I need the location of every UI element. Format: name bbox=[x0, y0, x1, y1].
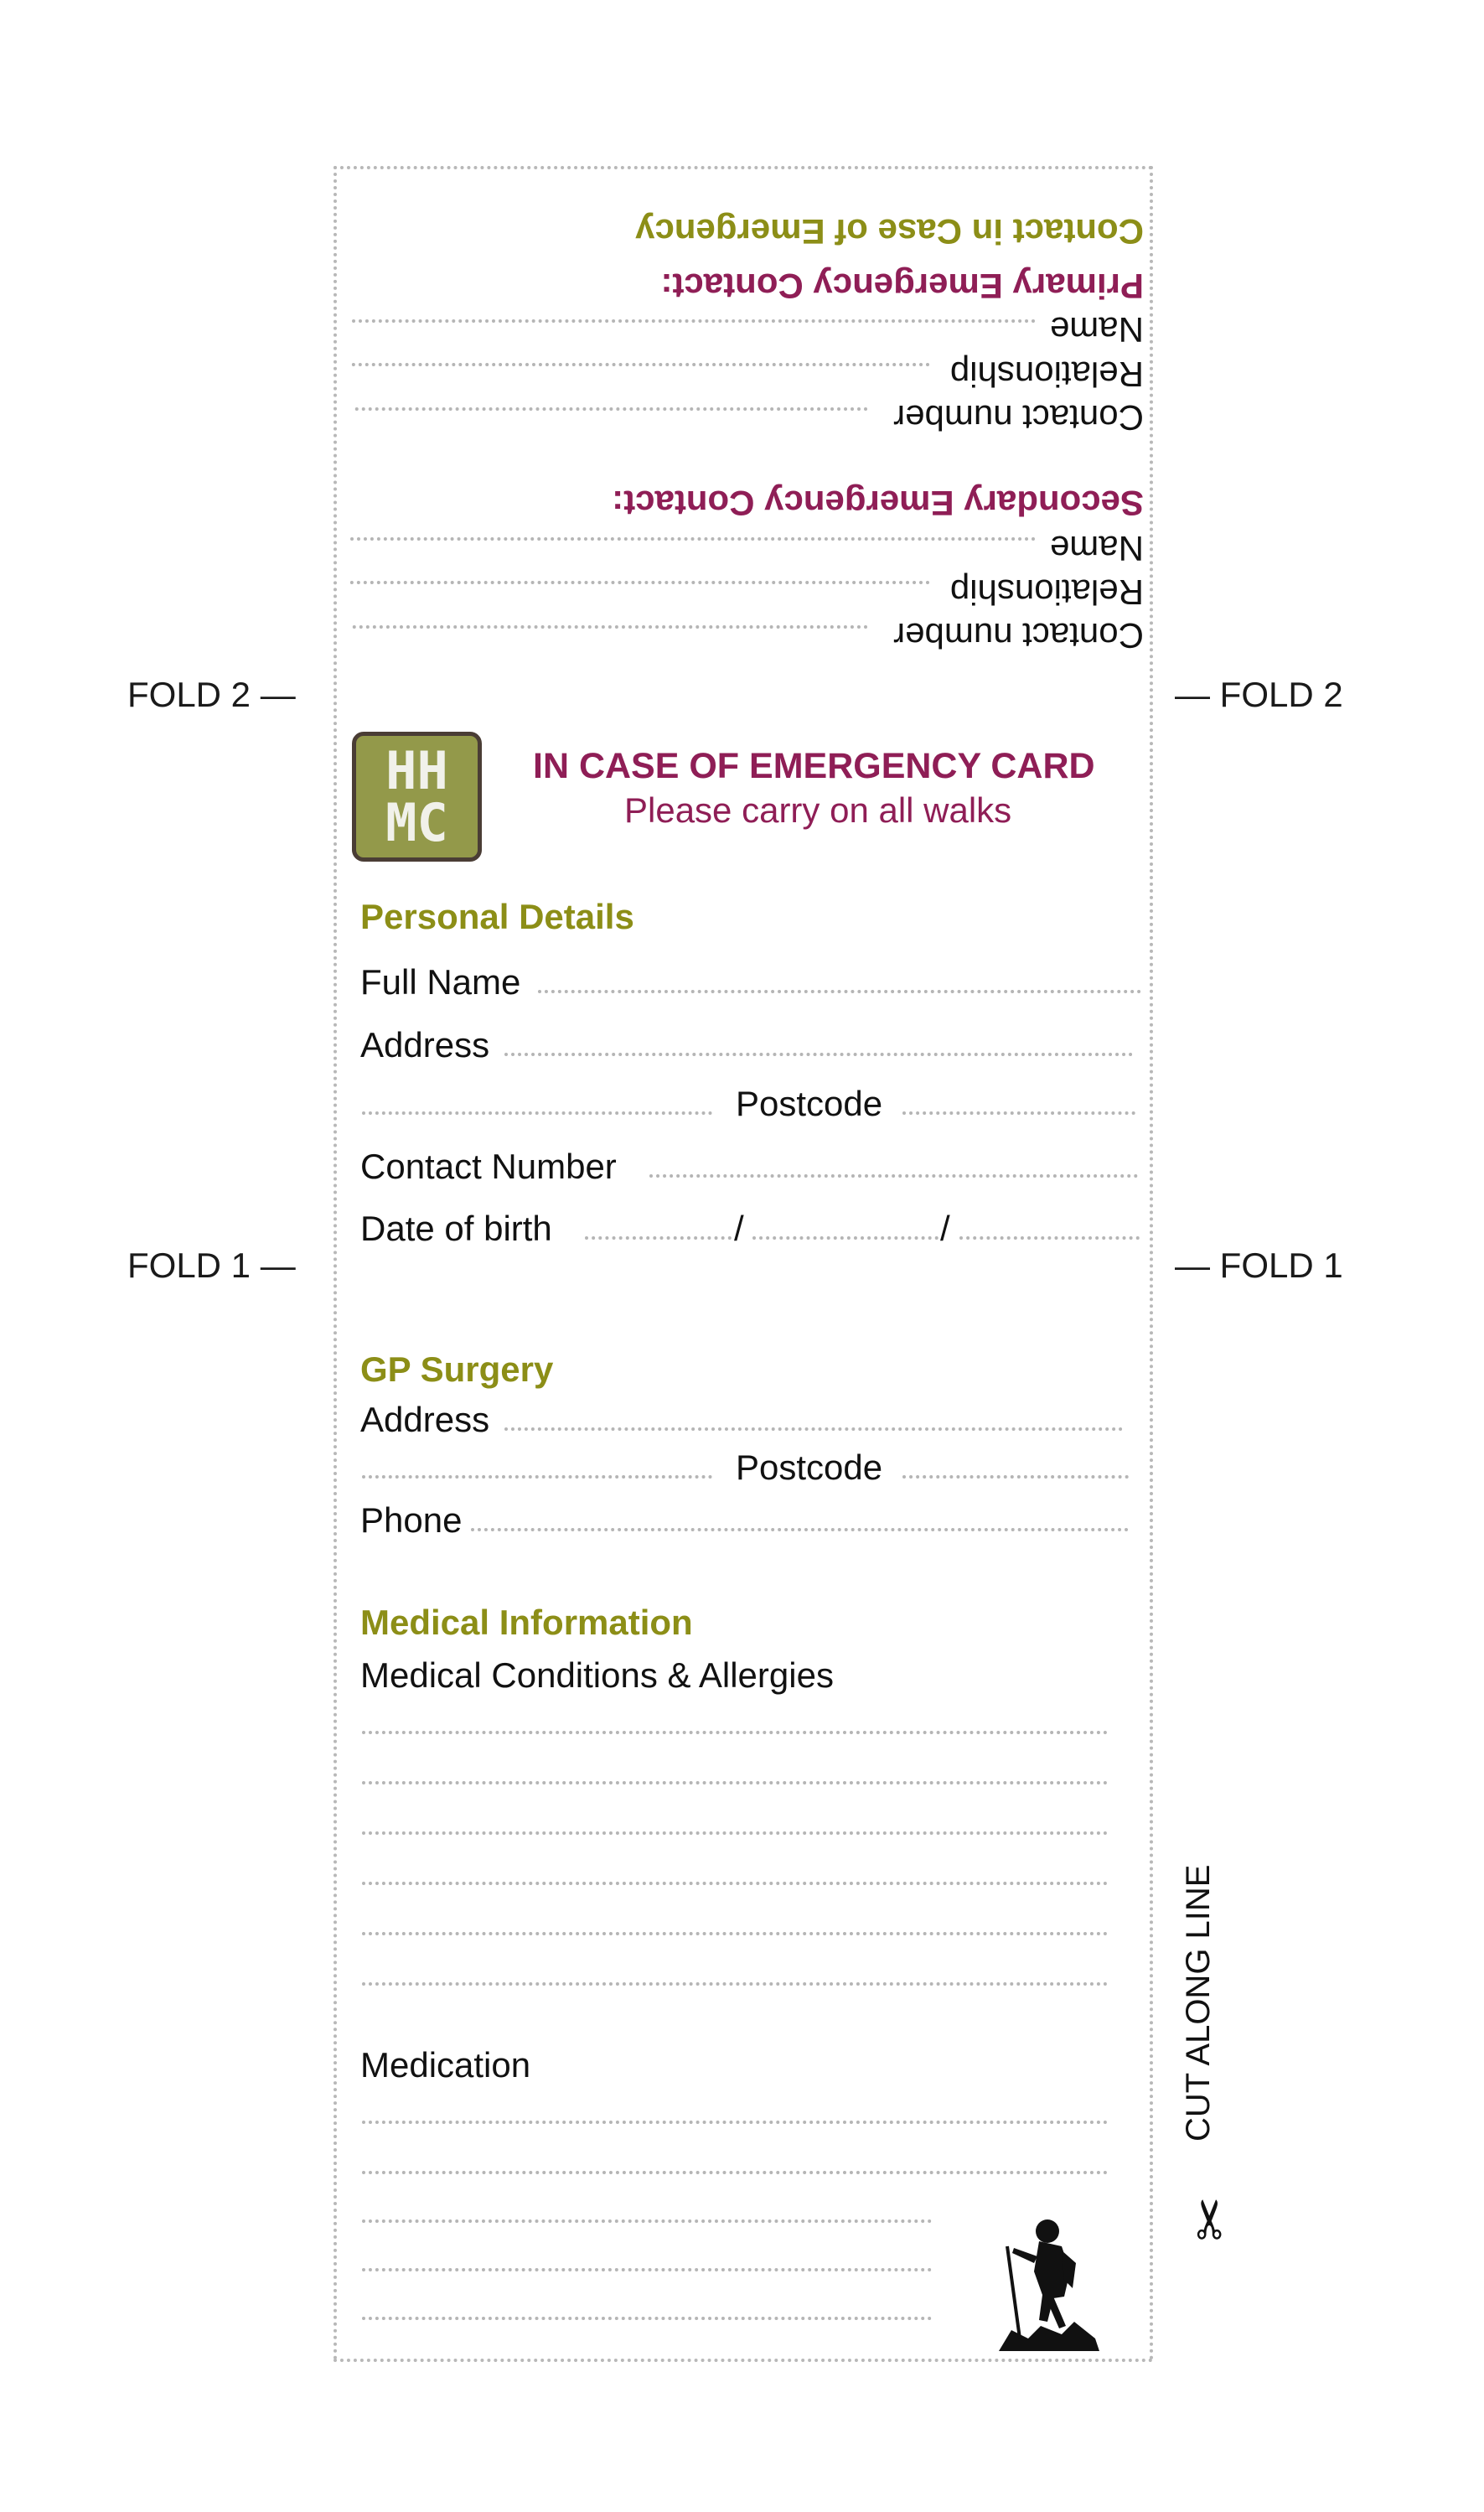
dob-month-line[interactable] bbox=[752, 1236, 938, 1240]
gp-phone-line[interactable] bbox=[471, 1528, 1129, 1531]
secondary-contact-heading: Secondary Emergency Contact: bbox=[612, 484, 1144, 523]
contact-number-line[interactable] bbox=[649, 1174, 1138, 1178]
dob-separator-2: / bbox=[940, 1209, 950, 1248]
conditions-line-2[interactable] bbox=[362, 1781, 1108, 1784]
secondary-relationship-label: Relationship bbox=[949, 572, 1144, 612]
dob-year-line[interactable] bbox=[959, 1236, 1140, 1240]
fold-2-right-label: — FOLD 2 bbox=[1175, 675, 1343, 714]
primary-contact-number-line[interactable] bbox=[354, 407, 867, 411]
secondary-name-label: Name bbox=[1049, 529, 1144, 568]
conditions-line-5[interactable] bbox=[362, 1932, 1108, 1935]
address-line-2[interactable] bbox=[362, 1111, 712, 1115]
conditions-line-3[interactable] bbox=[362, 1831, 1108, 1835]
primary-name-line[interactable] bbox=[351, 319, 1035, 323]
card-subtitle: Please carry on all walks bbox=[624, 790, 1012, 830]
contact-number-label: Contact Number bbox=[360, 1147, 617, 1186]
hhmc-logo bbox=[352, 732, 482, 862]
fold-1-right-label: — FOLD 1 bbox=[1175, 1246, 1343, 1285]
gp-postcode-label: Postcode bbox=[736, 1448, 883, 1487]
emergency-contact-heading: Contact in Case of Emergency bbox=[635, 212, 1144, 251]
logo-line-1: HH bbox=[385, 739, 448, 801]
walker-illustration bbox=[982, 2213, 1108, 2355]
conditions-line-1[interactable] bbox=[362, 1731, 1108, 1734]
primary-name-label: Name bbox=[1049, 310, 1144, 350]
medical-information-heading: Medical Information bbox=[360, 1603, 693, 1642]
primary-relationship-label: Relationship bbox=[949, 355, 1144, 394]
full-name-line[interactable] bbox=[538, 990, 1141, 993]
primary-relationship-line[interactable] bbox=[351, 363, 929, 366]
full-name-label: Full Name bbox=[360, 962, 521, 1002]
conditions-line-6[interactable] bbox=[362, 1982, 1108, 1986]
secondary-relationship-line[interactable] bbox=[349, 581, 929, 584]
medication-line-1[interactable] bbox=[362, 2121, 1108, 2124]
scissors-icon: ✂ bbox=[1180, 2196, 1241, 2242]
postcode-label: Postcode bbox=[736, 1084, 883, 1123]
logo-line-2: MC bbox=[385, 791, 448, 853]
conditions-line-4[interactable] bbox=[362, 1882, 1108, 1885]
card-title: IN CASE OF EMERGENCY CARD bbox=[533, 746, 1095, 786]
secondary-name-line[interactable] bbox=[349, 537, 1035, 541]
postcode-line[interactable] bbox=[902, 1111, 1135, 1115]
medication-line-4[interactable] bbox=[362, 2268, 932, 2271]
secondary-contact-number-label: Contact number bbox=[893, 616, 1144, 655]
gp-address-label: Address bbox=[360, 1400, 490, 1439]
date-of-birth-label: Date of birth bbox=[360, 1209, 552, 1248]
fold-1-left-label: FOLD 1 — bbox=[127, 1246, 296, 1285]
dob-separator-1: / bbox=[734, 1209, 744, 1248]
medication-label: Medication bbox=[360, 2045, 531, 2085]
personal-details-heading: Personal Details bbox=[360, 897, 634, 936]
medication-line-2[interactable] bbox=[362, 2171, 1108, 2174]
primary-contact-heading: Primary Emergency Contact: bbox=[660, 267, 1144, 306]
medication-line-5[interactable] bbox=[362, 2317, 932, 2320]
gp-address-line-2[interactable] bbox=[362, 1475, 712, 1479]
gp-postcode-line[interactable] bbox=[902, 1475, 1129, 1479]
gp-surgery-heading: GP Surgery bbox=[360, 1349, 554, 1389]
address-line[interactable] bbox=[504, 1053, 1133, 1056]
fold-2-left-label: FOLD 2 — bbox=[127, 675, 296, 714]
gp-address-line[interactable] bbox=[504, 1427, 1123, 1431]
cut-along-line-label: CUT ALONG LINE bbox=[1180, 1864, 1217, 2142]
medication-line-3[interactable] bbox=[362, 2219, 932, 2223]
gp-phone-label: Phone bbox=[360, 1500, 463, 1540]
primary-contact-number-label: Contact number bbox=[893, 398, 1144, 438]
secondary-contact-number-line[interactable] bbox=[352, 625, 867, 629]
dob-day-line[interactable] bbox=[585, 1236, 732, 1240]
medical-conditions-label: Medical Conditions & Allergies bbox=[360, 1655, 834, 1695]
emergency-contacts-section bbox=[344, 184, 1144, 662]
address-label: Address bbox=[360, 1025, 490, 1064]
